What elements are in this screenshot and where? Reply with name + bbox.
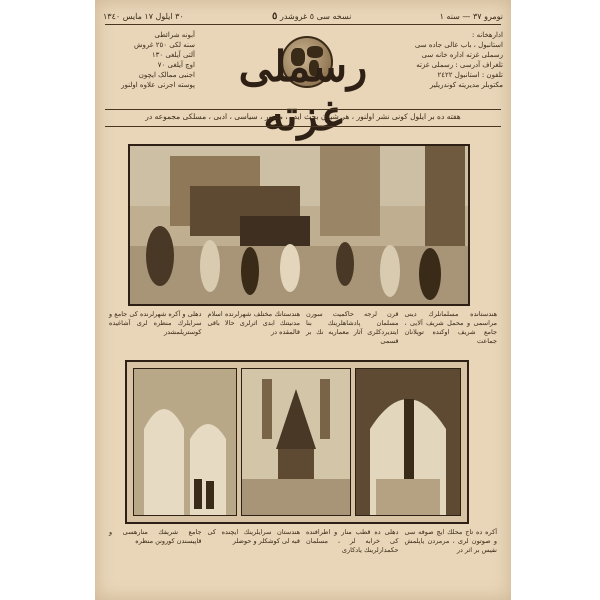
arcade-illustration	[134, 369, 236, 515]
address-line: استانبول ، باب عالی جاده سی	[414, 41, 503, 49]
subscription-box	[103, 30, 195, 110]
architecture-photo-frame	[125, 360, 469, 524]
minaret-illustration	[356, 369, 460, 515]
tagline-rule	[105, 126, 501, 127]
subscription-line: اوچ آیلغی ٧٠	[157, 61, 195, 69]
date-info: ٣٠ ایلول ١٧ مایس ١٣٤٠	[103, 11, 184, 21]
minaret-photo	[355, 368, 461, 516]
procession-photo	[128, 144, 470, 306]
price-info: نسخه سی ٥ غروشدر ٥	[272, 10, 352, 22]
subscription-line: پوسته اجرتی علاوه اولنور	[121, 81, 195, 89]
subscription-line: آبونه شرائطی	[154, 31, 195, 39]
article-column: آکره ده تاج محلك ایچ صوفه سی و صوتون لری ، مرمردن یاپلمش نفیس بر اثر در	[404, 528, 497, 554]
article-column: هندستان سرایلرینك ایچنده کی قبه لی کوشکلر و حوضلر	[207, 528, 300, 545]
tagline: هفته ده بر ایلول کونی نشر اولنور ، هر شیدن بحث ایدر ، مصور ، سیاسی ، ادبی ، مسلکی مجموعه در	[145, 112, 461, 121]
article-columns-bottom	[109, 528, 497, 555]
article-column: هندستانك مختلف شهرلرنده اسلام مدنیتنك ابدی اثرلری حالا باقی قالمقده در	[207, 310, 300, 336]
article-column: قرن لرجه حاکمیت سورن مسلمان پادشاهلرینك بنا ایتدیردکلری آثار معماریه نك بر قسمی	[306, 310, 399, 345]
pavilion-illustration	[242, 369, 350, 515]
subscription-line: آلتی آیلغی ١٣٠	[151, 51, 195, 59]
address-box	[411, 30, 503, 110]
subscription-line: سنه لکی ٢٥٠ غروش	[134, 41, 195, 49]
masthead-rule	[105, 109, 501, 110]
issue-number: ٥	[272, 10, 278, 22]
header-line	[103, 10, 503, 22]
masthead-title: رسملی غزته	[238, 42, 368, 140]
newspaper-page	[95, 0, 511, 600]
arcade-photo	[133, 368, 237, 516]
address-line: تلفون : استانبول ٢٤٢٢	[437, 71, 503, 79]
article-column: دهلی و آکره شهرلرنده کی جامع و سرایلرك منظره لری آشاغیده کوستریلمشدر	[109, 310, 202, 336]
procession-illustration	[130, 146, 468, 304]
pavilion-photo	[241, 368, 351, 516]
address-line: تلغراف آدرسی : رسملی غزته	[416, 61, 503, 69]
subscription-line: اجنبی ممالک ایچون	[138, 71, 195, 79]
article-column: دهلی ده قطب منار و اطرافنده کی خرابه لر ، مسلمان حکمدارلرینك یادکاری	[306, 528, 399, 554]
address-line: مکتوبلر مدیریته کوندریلیر	[429, 81, 503, 89]
issue-info: نومرو ٣٧ — سنه ١	[439, 11, 503, 21]
article-column: هندستانده مسلمانلرك دینی مراسمی و محمل شریف آلایی ، جامع شریف اوکنده توپلانان جماعت	[404, 310, 497, 345]
article-columns-top	[109, 310, 497, 346]
article-column: جامع شریفك منارهسی و قاپیسندن کورونن منظره	[109, 528, 202, 545]
address-line: ادارهخانه :	[471, 31, 503, 39]
address-line: رسملی غزته اداره خانه سی	[421, 51, 503, 59]
